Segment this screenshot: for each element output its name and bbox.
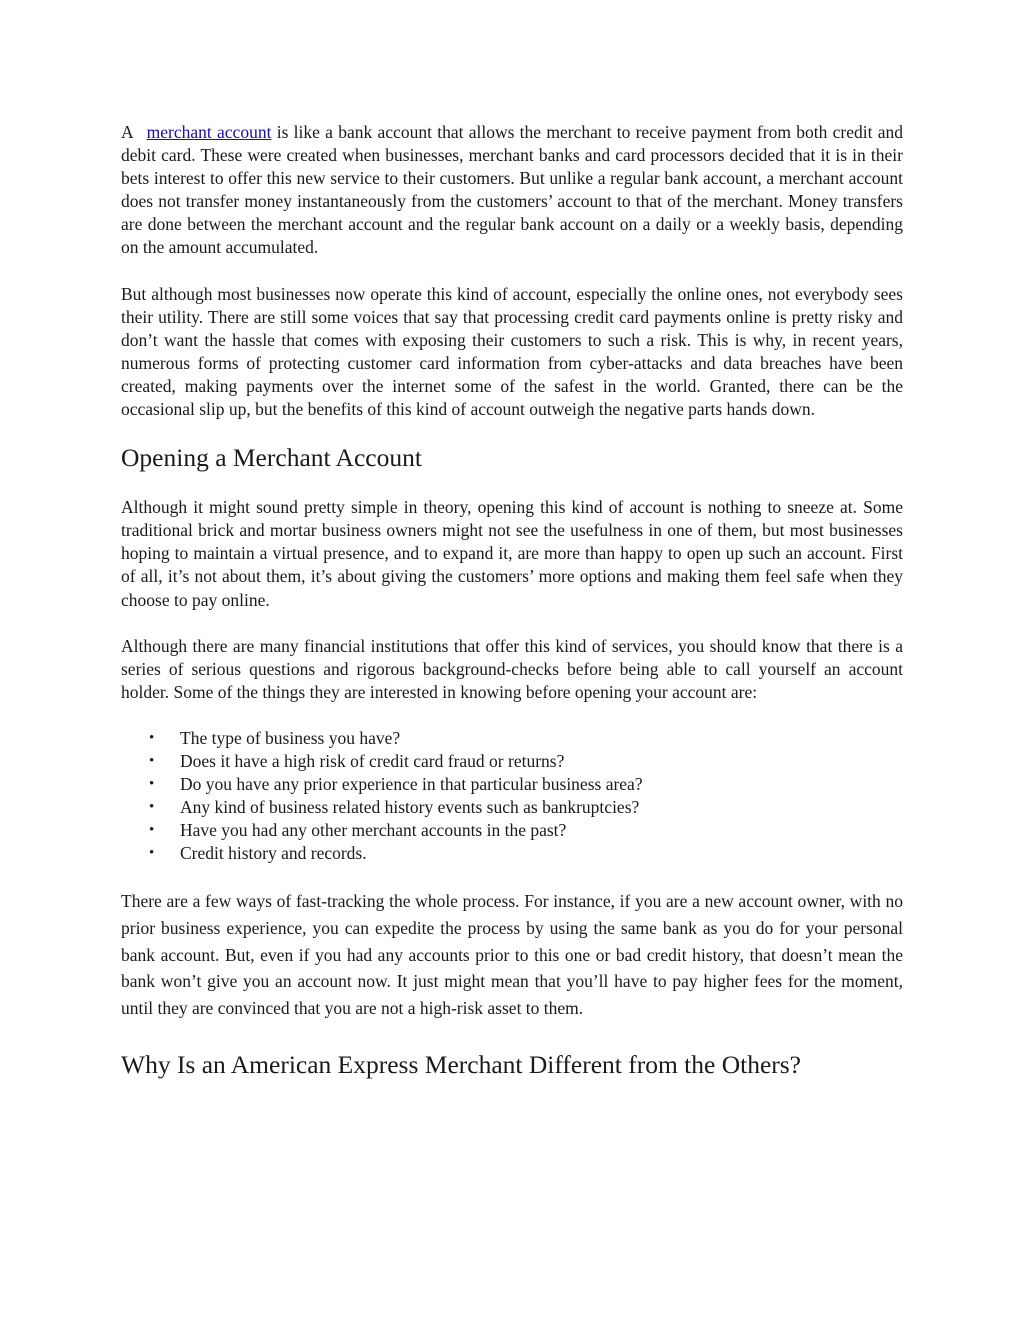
fast-tracking-paragraph: There are a few ways of fast-tracking the whole process. For instance, if you are a new account owner, with no prior business experience, you can expedite the process by using the same bank as you do for your personal bank account. But, even if you had any accounts prior to this one or bad credit history, that doesn’t mean the bank won’t give you an account now. It just might mean that you’ll have to pay higher fees for the moment, until they are convinced that you are not a high-risk asset to them. (121, 891, 903, 1018)
list-item (121, 727, 903, 750)
list-item-text: Any kind of business related history events such as bankruptcies? (180, 797, 640, 818)
institutions-paragraph: Although there are many financial institutions that offer this kind of services, you should know that there is a series of serious questions and rigorous background-checks before being able to call yourself an account holder. Some of the things they are interested in knowing before opening your account are: (121, 635, 903, 702)
questions-list (121, 727, 903, 866)
bullet-icon: • (149, 729, 155, 746)
opening-account-heading: Opening a Merchant Account (121, 443, 422, 473)
intro-paragraph-text: is like a bank account that allows the merchant to receive payment from both credit and debit card. These were created when businesses, merchant banks and card processors decided that it is in their bets interest to offer this new service to their customers. But unlike a regular bank account, a merchant account does not transfer money instantaneously from the customers’ account to that of the merchant. Money transfers are done between the merchant account and the regular bank account on a daily or a weekly basis, depending on the amount accumulated. (121, 122, 903, 258)
list-item (121, 842, 903, 865)
list-item (121, 773, 903, 796)
bullet-icon: • (149, 822, 155, 839)
list-item-text: Have you had any other merchant accounts in the past? (180, 820, 567, 841)
intro-paragraph (121, 121, 903, 260)
list-item-text: Credit history and records. (180, 843, 367, 864)
bullet-icon: • (149, 752, 155, 769)
document-page (121, 121, 903, 1080)
bullet-icon: • (149, 799, 155, 816)
utility-paragraph: But although most businesses now operate this kind of account, especially the online ones, not everybody sees their utility. There are still some voices that say that processing credit card payments online is pretty risky and don’t want the hassle that comes with exposing their customers to such a risk. This is why, in recent years, numerous forms of protecting customer card information from cyber-attacks and data breaches have been created, making payments over the internet some of the safest in the world. Granted, there can be the occasional slip up, but the benefits of this kind of account outweigh the negative parts hands down. (121, 283, 903, 420)
list-item (121, 819, 903, 842)
list-item (121, 750, 903, 773)
list-item (121, 796, 903, 819)
intro-lead-word: A (121, 122, 134, 142)
list-item-text: Do you have any prior experience in that particular business area? (180, 774, 643, 795)
list-item-text: Does it have a high risk of credit card fraud or returns? (180, 750, 565, 771)
bullet-icon: • (149, 776, 155, 793)
opening-paragraph: Although it might sound pretty simple in theory, opening this kind of account is nothing to sneeze at. Some traditional brick and mortar business owners might not see the usefulness in one of them, but most businesses hoping to maintain a virtual presence, and to expand it, are more than happy to open up such an account. First of all, it’s not about them, it’s about giving the customers’ more options and making them feel safe when they choose to pay online. (121, 497, 903, 610)
american-express-heading: Why Is an American Express Merchant Different from the Others? (121, 1050, 801, 1080)
bullet-icon: • (149, 845, 155, 862)
merchant-account-link[interactable]: merchant account (146, 122, 272, 142)
list-item-text: The type of business you have? (180, 727, 401, 748)
